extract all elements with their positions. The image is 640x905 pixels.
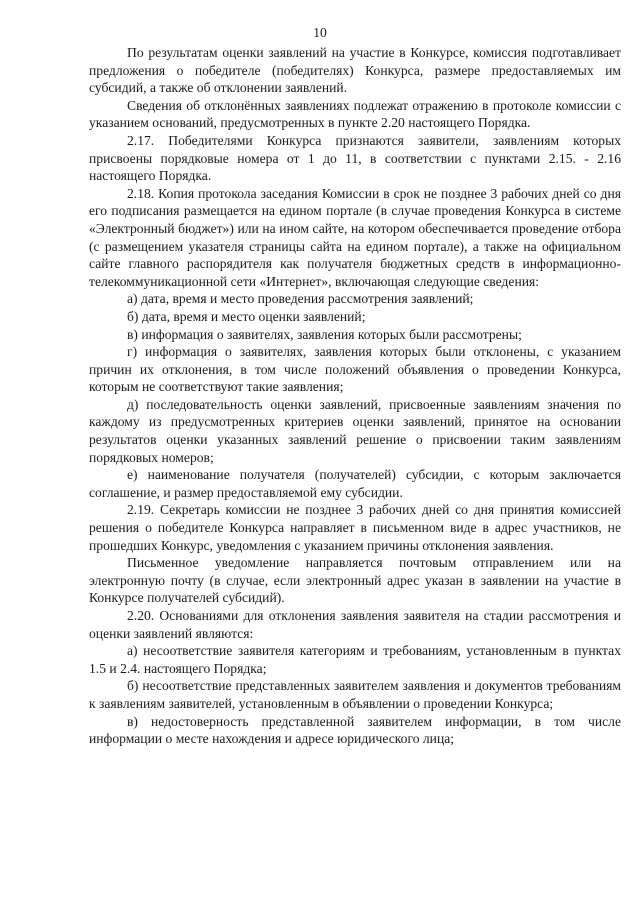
paragraph-2-18: 2.18. Копия протокола заседания Комиссии в срок не позднее 3 рабочих дней со дня его подписания размещается на едином портале (в случае проведения Конкурса в системе «Электронный бюджет») или на ином сайте, на котором обеспечивается проведение отбора (с размещением указателя страницы сайта на едином портале), а также на официальном сайте главного распорядителя как получателя бюджетных средств в информационно-телекоммуникационной сети «Интернет», включающая следующие сведения: [89,185,621,289]
reason-item-v: в) недостоверность представленной заявителем информации, в том числе информации о месте нахождения и адресе юридического лица; [89,713,621,747]
list-item-e: е) наименование получателя (получателей) субсидии, с которым заключается соглашение, и размер предоставляемой ему субсидии. [89,467,621,500]
document-body [89,44,621,748]
list-item-b: б) дата, время и место оценки заявлений; [127,308,366,324]
page-number: 10 [313,25,327,40]
list-item-d: д) последовательность оценки заявлений, присвоенные заявлениям значения по каждому из предусмотренных критериев оценки заявлений, принятое на основании результатов оценки указанных заявлений решение о присвоении таким заявлениям порядковых номеров; [89,396,621,465]
paragraph-2-20: 2.20. Основаниями для отклонения заявления заявителя на стадии рассмотрения и оценки заявлений являются: [89,608,621,641]
reason-item-a: а) несоответствие заявителя категориям и требованиям, установленным в пунктах 1.5 и 2.4. настоящего Порядка; [89,643,621,676]
paragraph-rejected-applications: Сведения об отклонённых заявлениях подлежат отражению в протоколе комиссии с указанием оснований, предусмотренных в пункте 2.20 настоящего Порядка. [89,97,621,131]
list-item-v: в) информация о заявителях, заявления которых были рассмотрены; [127,326,522,342]
reason-item-b: б) несоответствие представленных заявителем заявления и документов требованиям к заявлениям заявителей, установленным в объявлении о проведении Конкурса; [89,678,621,711]
list-item-a: а) дата, время и место проведения рассмотрения заявлений; [127,291,474,307]
paragraph-commission-proposals: По результатам оценки заявлений на участие в Конкурсе, комиссия подготавливает предложения о победителе (победителях) Конкурса, размере предоставляемых им субсидий, а также об отклонении заявлений. [89,45,621,96]
paragraph-2-19: 2.19. Секретарь комиссии не позднее 3 рабочих дней со дня принятия комиссией решения о победителе Конкурса направляет в письменном виде в адрес участников, не прошедших Конкурс, уведомления с указанием причины отклонения заявления. [89,502,621,553]
paragraph-2-17: 2.17. Победителями Конкурса признаются заявители, заявлениям которых присвоены порядковые номера от 1 до 11, в соответствии с пунктами 2.15. - 2.16 настоящего Порядка. [89,132,621,184]
paragraph-written-notice: Письменное уведомление направляется почтовым отправлением или на электронную почту (в случае, если электронный адрес указан в заявлении на участие в Конкурсе получателей субсидий). [89,555,621,606]
list-item-g: г) информация о заявителях, заявления которых были отклонены, с указанием причин их отклонения, в том числе положений объявления о проведении Конкурса, которым не соответствуют такие заявления; [89,344,621,395]
